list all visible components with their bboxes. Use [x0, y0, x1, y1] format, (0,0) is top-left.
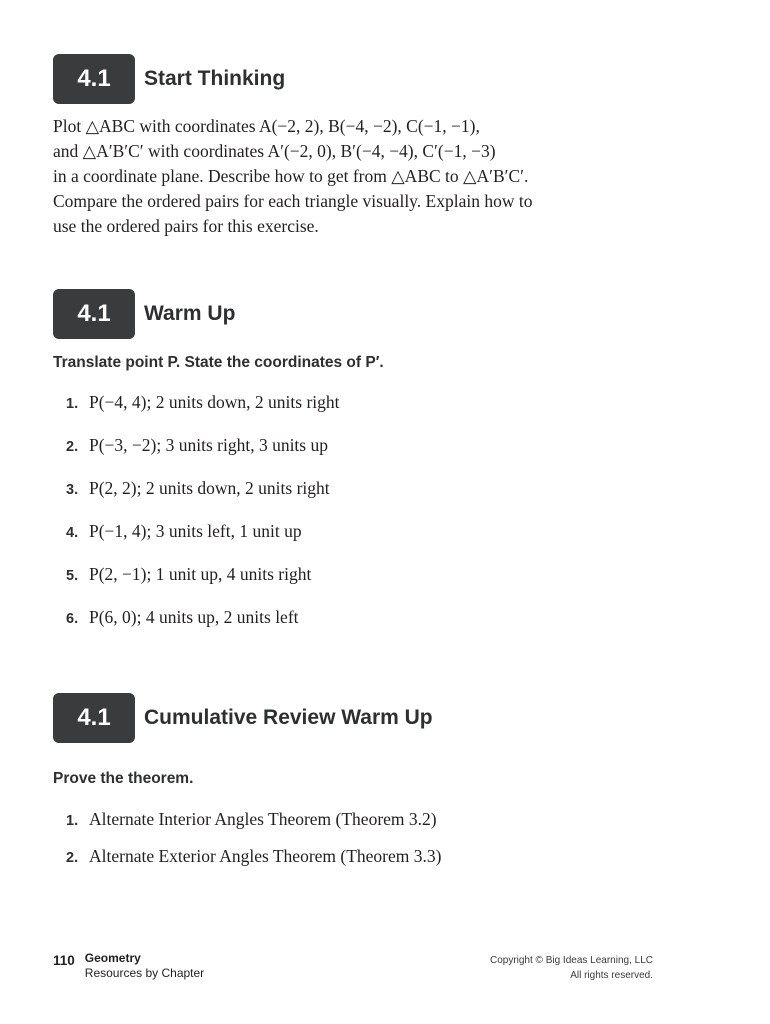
exercise-text: P(−4, 4); 2 units down, 2 units right — [89, 392, 340, 412]
exercise-text: P(2, −1); 1 unit up, 4 units right — [89, 564, 312, 584]
exercise-item — [66, 390, 340, 414]
start-thinking-paragraph — [53, 114, 613, 239]
exercise-text: P(6, 0); 4 units up, 2 units left — [89, 607, 299, 627]
exercise-item — [66, 476, 330, 500]
section-title: Cumulative Review Warm Up — [144, 706, 433, 729]
exercise-text: Alternate Exterior Angles Theorem (Theorem 3.3) — [89, 846, 442, 866]
section-header-start-thinking — [53, 54, 285, 104]
exercise-text: P(−3, −2); 3 units right, 3 units up — [89, 435, 328, 455]
rights-text: All rights reserved. — [570, 970, 653, 981]
section-title: Warm Up — [144, 302, 236, 325]
page-number: 110 — [53, 953, 75, 968]
exercise-item — [66, 519, 302, 543]
section-badge: 4.1 — [53, 54, 135, 104]
exercise-number: 1. — [66, 813, 79, 829]
exercise-item — [66, 844, 441, 868]
exercise-text: Alternate Interior Angles Theorem (Theorem 3.2) — [89, 809, 437, 829]
exercise-item — [66, 562, 311, 586]
paragraph-line: use the ordered pairs for this exercise. — [53, 216, 319, 236]
exercise-number: 1. — [66, 396, 79, 412]
copyright-text: Copyright © Big Ideas Learning, LLC — [489, 955, 653, 966]
exercise-number: 5. — [66, 568, 79, 584]
exercise-number: 2. — [66, 439, 79, 455]
exercise-item — [66, 433, 328, 457]
exercise-number: 3. — [66, 482, 79, 498]
section-badge: 4.1 — [53, 693, 135, 743]
exercise-text: P(2, 2); 2 units down, 2 units right — [89, 478, 330, 498]
exercise-number: 6. — [66, 611, 79, 627]
paragraph-line: and △A′B′C′ with coordinates A′(−2, 0), B′(−4, −4), C′(−1, −3) — [53, 141, 496, 161]
book-info — [85, 951, 204, 981]
paragraph-line: Plot △ABC with coordinates A(−2, 2), B(−4, −2), C(−1, −1), — [53, 116, 480, 136]
section-badge: 4.1 — [53, 289, 135, 339]
section-title: Start Thinking — [144, 67, 286, 90]
paragraph-line: in a coordinate plane. Describe how to get from △ABC to △A′B′C′. — [53, 166, 529, 186]
book-subtitle: Resources by Chapter — [84, 966, 205, 980]
warm-up-instruction: Translate point P. State the coordinates of P′. — [53, 354, 384, 371]
section-header-warm-up — [53, 289, 235, 339]
book-title: Geometry — [84, 951, 141, 965]
footer-left — [53, 951, 204, 981]
cumulative-review-instruction: Prove the theorem. — [53, 770, 194, 787]
paragraph-line: Compare the ordered pairs for each triangle visually. Explain how to — [53, 191, 533, 211]
exercise-text: P(−1, 4); 3 units left, 1 unit up — [89, 521, 302, 541]
exercise-number: 2. — [66, 850, 79, 866]
exercise-number: 4. — [66, 525, 79, 541]
exercise-item — [66, 605, 299, 629]
section-header-cumulative-review — [53, 693, 433, 743]
footer-copyright — [490, 953, 653, 983]
exercise-item — [66, 807, 437, 831]
